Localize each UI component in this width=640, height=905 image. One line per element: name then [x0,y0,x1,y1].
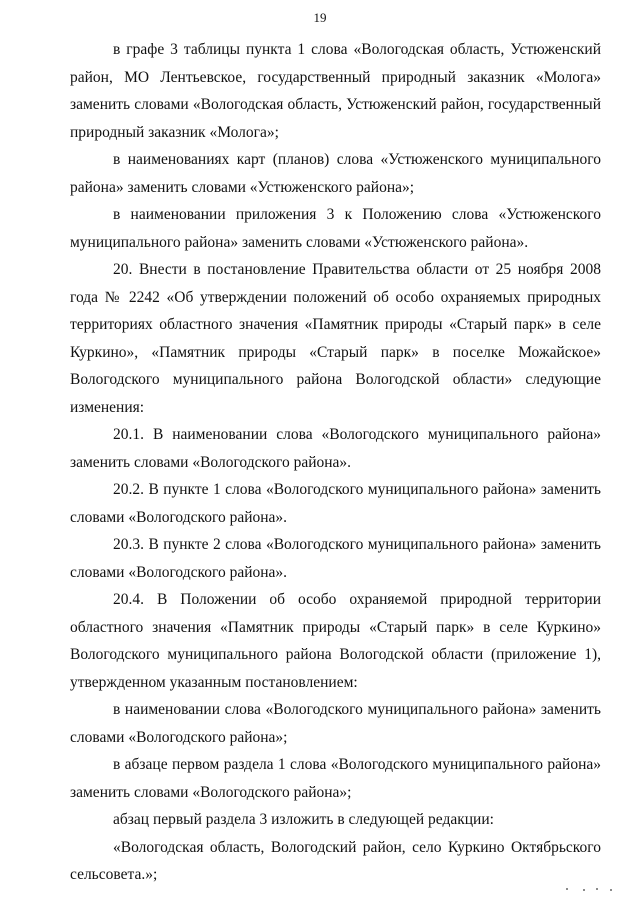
paragraph: абзац первый раздела 3 изложить в следующей редакции: [113,811,494,828]
paragraph: 20.4. В Положении об особо охраняемой природной территории областного значения «Памятник природы «Старый парк» в селе Куркино» Вологодского муниципального района Вологодской области (приложение 1), утвержденном указанным постановлением: [70,591,601,691]
paragraph: 20. Внести в постановление Правительства области от 25 ноября 2008 года № 2242 «Об утверждении положений об особо охраняемых природных территориях областного значения «Памятник природы «Старый парк» в селе Куркино», «Памятник природы «Старый парк» в поселке Можайское» Вологодского муниципального района Вологодской области» следующие изменения: [70,261,601,416]
paragraph: в наименовании приложения 3 к Положению слова «Устюженского муниципального района» заменить словами «Устюженского района». [70,206,601,251]
paragraph: 20.2. В пункте 1 слова «Вологодского муниципального района» заменить словами «Вологодского района». [70,481,601,526]
paragraph: в наименованиях карт (планов) слова «Устюженского муниципального района» заменить словами «Устюженского района»; [70,151,601,196]
paragraph: 20.3. В пункте 2 слова «Вологодского муниципального района» заменить словами «Вологодского района». [70,536,601,581]
scan-speck [596,888,598,890]
document-body [70,36,601,889]
paragraph: в графе 3 таблицы пункта 1 слова «Вологодская область, Устюженский район, МО Лентьевское, государственный природный заказник «Молога» заменить словами «Вологодская область, Устюженский район, государственный природный заказник «Молога»; [70,41,601,141]
paragraph: 20.1. В наименовании слова «Вологодского муниципального района» заменить словами «Вологодского района». [70,426,601,471]
paragraph: в наименовании слова «Вологодского муниципального района» заменить словами «Вологодского района»; [70,701,601,746]
paragraph: «Вологодская область, Вологодский район, село Куркино Октябрьского сельсовета.»; [70,838,601,883]
scan-speck [610,889,612,891]
paragraph: в абзаце первом раздела 1 слова «Вологодского муниципального района» заменить словами «Вологодского района»; [70,756,601,801]
scan-speck [583,889,585,891]
scan-speck [566,888,568,890]
page-number: 19 [313,10,327,25]
